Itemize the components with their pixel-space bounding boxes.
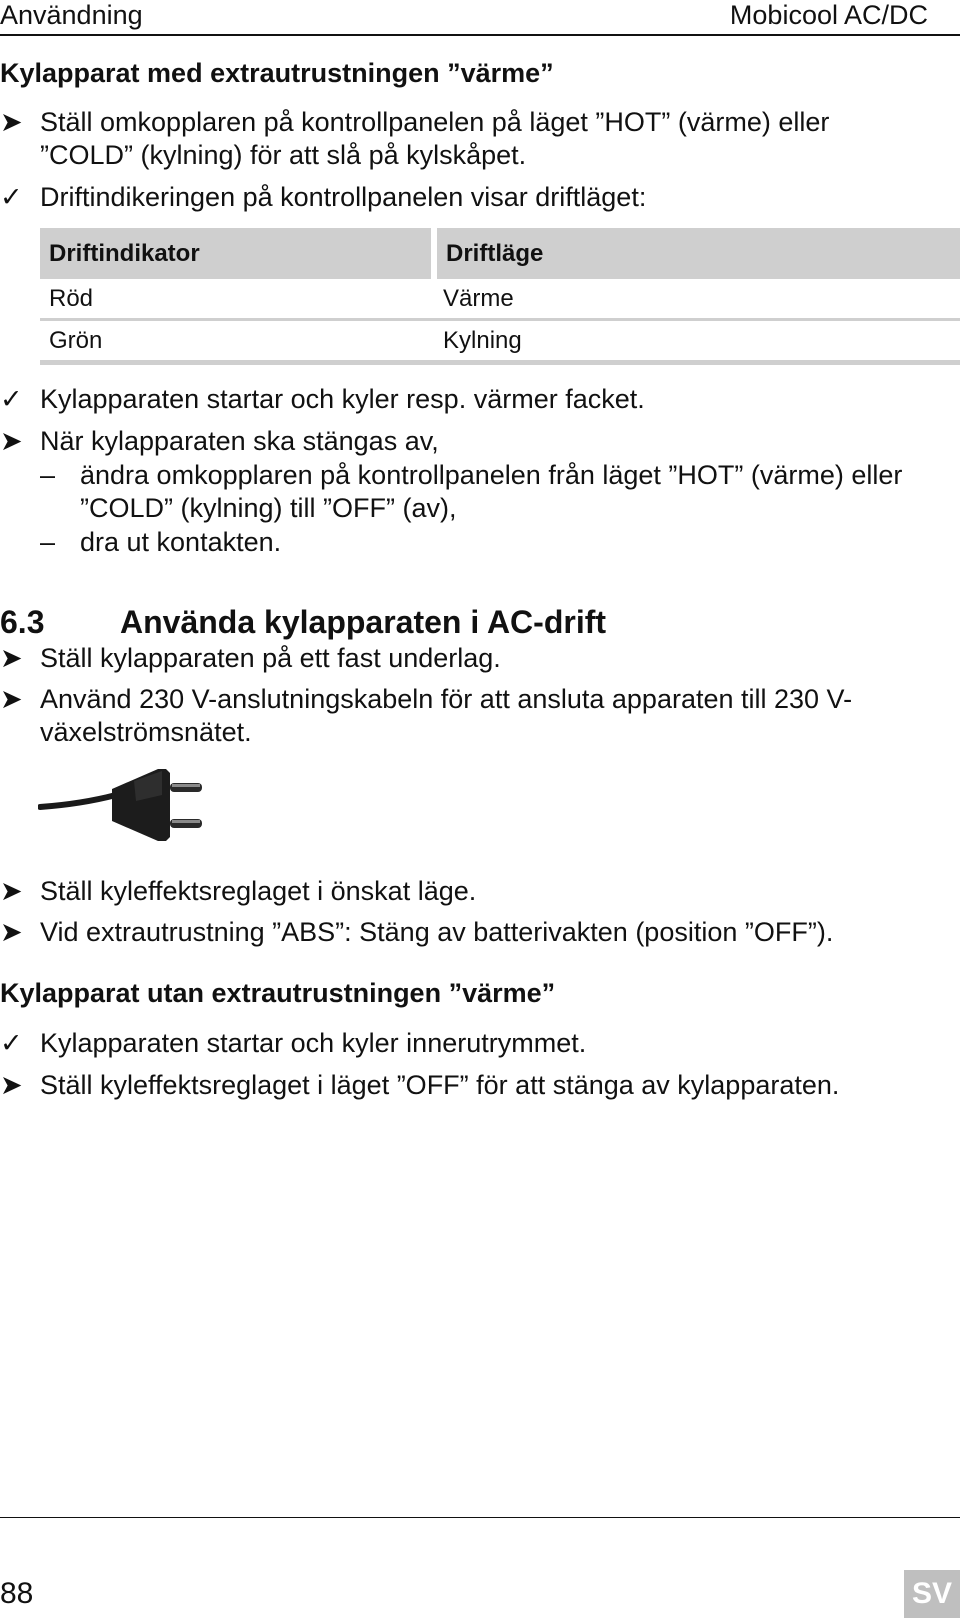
section-title: Använda kylapparaten i AC-drift: [120, 604, 607, 640]
substep-unplug: dra ut kontakten.: [80, 527, 282, 557]
section-heading: [0, 602, 606, 642]
instruction-arrow-icon: ➤: [0, 917, 23, 947]
table-header-cell: Driftläge: [434, 228, 960, 279]
footer-rule: [0, 1517, 960, 1518]
table-cell: Grön: [40, 320, 434, 363]
table-row: [40, 279, 960, 320]
dash-bullet-icon: –: [40, 527, 56, 557]
table-cell: Röd: [40, 279, 434, 320]
header-rule: [0, 34, 960, 36]
result-starts-text: Kylapparaten startar och kyler resp. värmer facket.: [40, 384, 645, 414]
result-check-icon: ✓: [0, 1028, 23, 1058]
step-place-surface: Ställ kylapparaten på ett fast underlag.: [40, 643, 501, 673]
step-connect-cable-line2: växelströmsnätet.: [40, 717, 252, 747]
result-check-icon: ✓: [0, 384, 23, 414]
indicator-table: [40, 228, 960, 365]
running-header-left: Användning: [0, 0, 143, 30]
step-switch-on-line2: ”COLD” (kylning) för att slå på kylskåpet.: [40, 140, 527, 170]
subheading-without-heat: Kylapparat utan extrautrustningen ”värme”: [0, 978, 556, 1008]
instruction-arrow-icon: ➤: [0, 684, 23, 714]
instruction-arrow-icon: ➤: [0, 1070, 23, 1100]
instruction-arrow-icon: ➤: [0, 426, 23, 456]
instruction-arrow-icon: ➤: [0, 107, 23, 137]
instruction-arrow-icon: ➤: [0, 643, 23, 673]
step-set-power: Ställ kyleffektsreglaget i önskat läge.: [40, 876, 477, 906]
result-cools-text: Kylapparaten startar och kyler innerutrymmet.: [40, 1028, 587, 1058]
step-connect-cable-line1: Använd 230 V-anslutningskabeln för att ansluta apparaten till 230 V-: [40, 684, 853, 714]
substep-switch-line1: ändra omkopplaren på kontrollpanelen från läget ”HOT” (värme) eller: [80, 460, 903, 490]
ac-plug-icon: [38, 765, 204, 845]
result-check-icon: ✓: [0, 182, 23, 212]
page-number: 88: [0, 1577, 34, 1610]
table-row: [40, 320, 960, 363]
instruction-arrow-icon: ➤: [0, 876, 23, 906]
substep-switch-line2: ”COLD” (kylning) till ”OFF” (av),: [80, 493, 457, 523]
step-abs-off: Vid extrautrustning ”ABS”: Stäng av batterivakten (position ”OFF”).: [40, 917, 834, 947]
step-turn-off: Ställ kyleffektsreglaget i läget ”OFF” för att stänga av kylapparaten.: [40, 1070, 840, 1100]
table-header-cell: Driftindikator: [40, 228, 434, 279]
section-number: 6.3: [0, 604, 45, 640]
step-switch-off: När kylapparaten ska stängas av,: [40, 426, 439, 456]
language-badge: SV: [904, 1570, 960, 1618]
table-header-row: [40, 228, 960, 279]
table-cell: Värme: [434, 279, 960, 320]
step-switch-on-line1: Ställ omkopplaren på kontrollpanelen på läget ”HOT” (värme) eller: [40, 107, 830, 137]
table-cell: Kylning: [434, 320, 960, 363]
running-header-right: Mobicool AC/DC: [729, 0, 928, 30]
dash-bullet-icon: –: [40, 460, 56, 490]
result-indicator-text: Driftindikeringen på kontrollpanelen visar driftläget:: [40, 182, 647, 212]
subheading-with-heat: Kylapparat med extrautrustningen ”värme”: [0, 58, 554, 88]
